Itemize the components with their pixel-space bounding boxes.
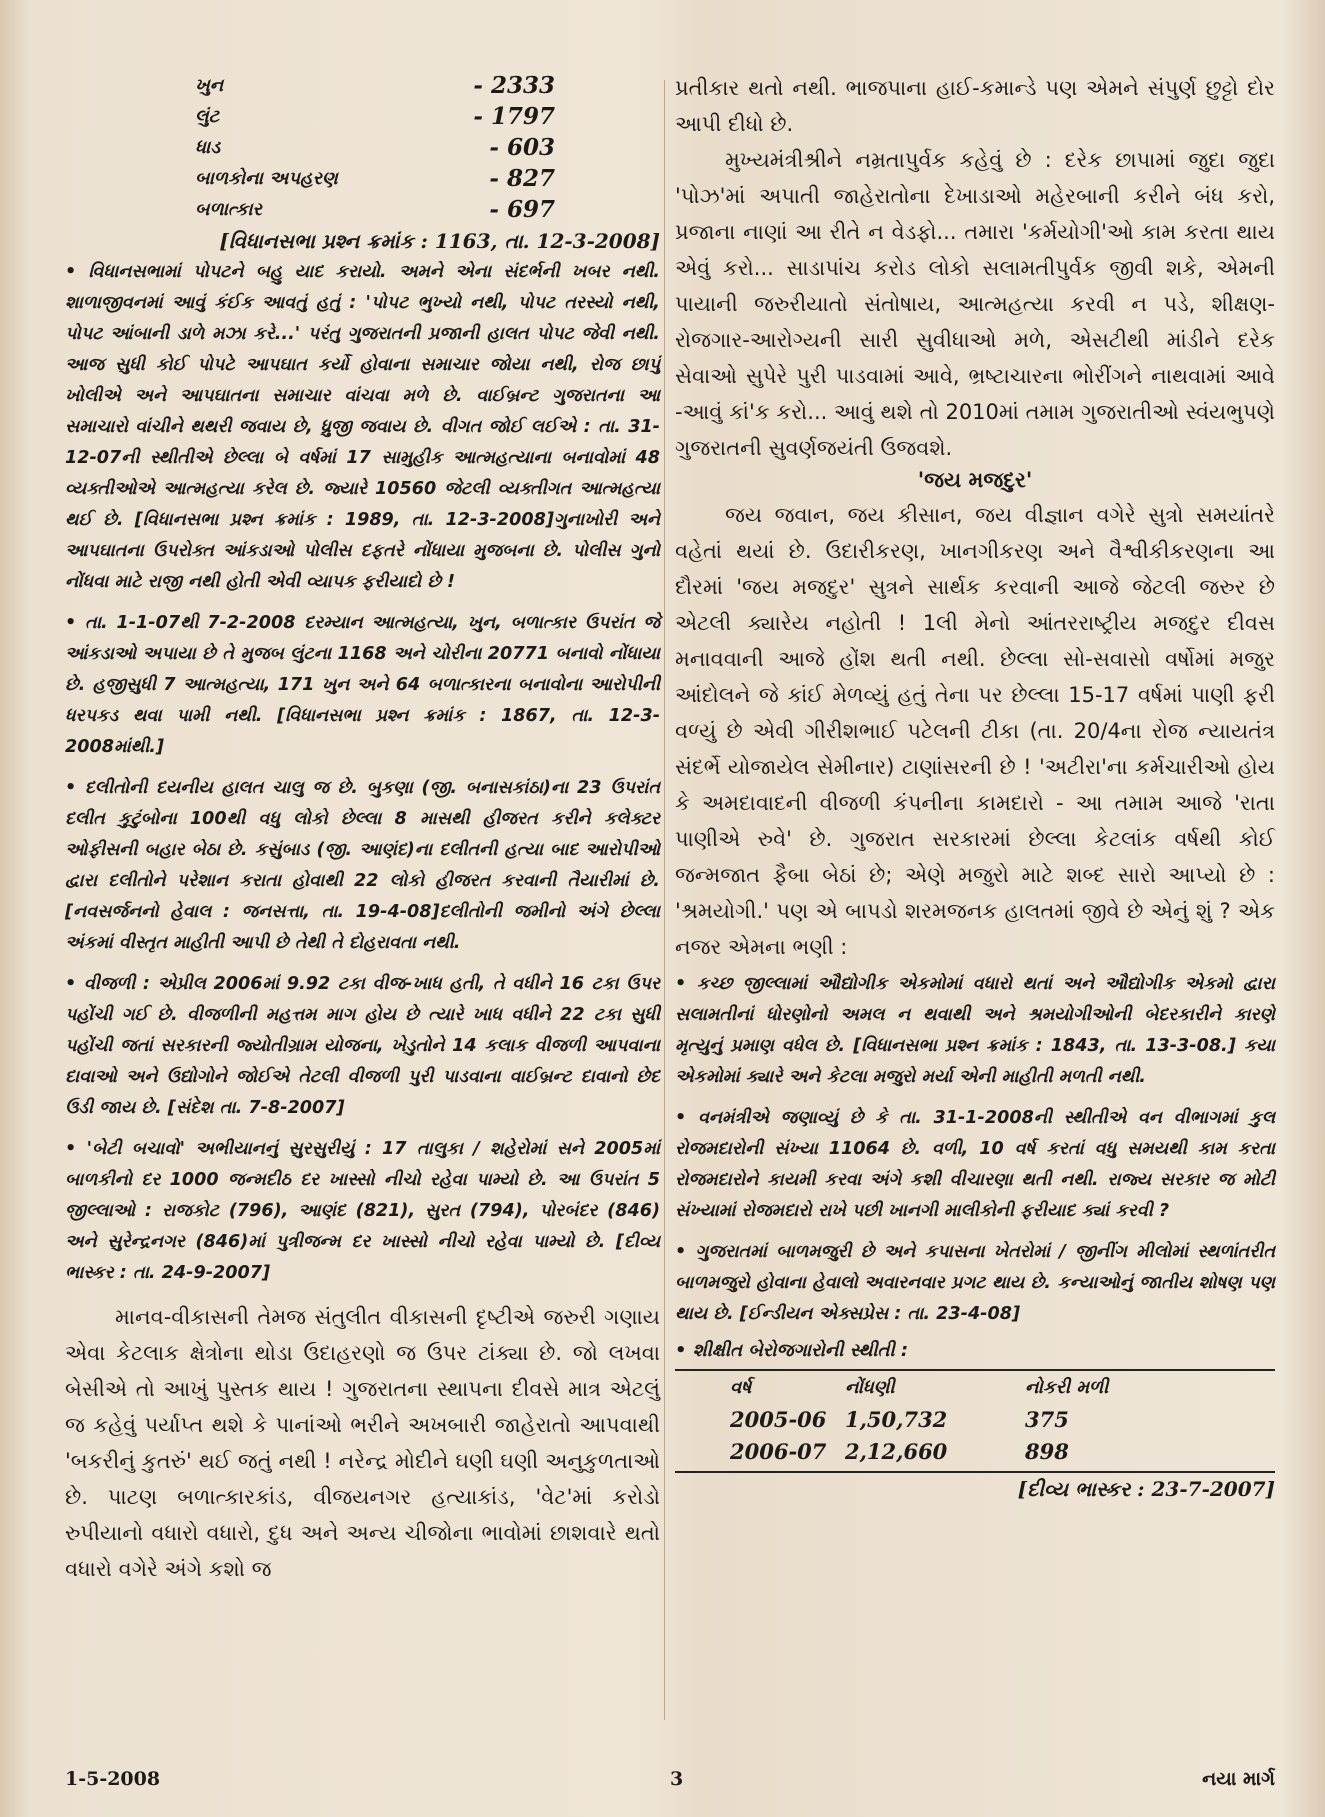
bullet-paragraph: • ગુજરાતમાં બાળમજુરી છે અને કપાસના ખેતરોમાં / જીનીંગ મીલોમાં સ્થળાંતરીત બાળમજુરો હોવાના હેવાલો અવારનવાર પ્રગટ થાય છે. કન્યાઓનું જાતીય શોષણ પણ થાય છે. [ઈન્ડીયન એક્સપ્રેસ : તા. 23-4-08] [675, 1242, 1275, 1324]
bullet-paragraph: • તા. 1-1-07થી 7-2-2008 દરમ્યાન આત્મહત્યા, ખુન, બળાત્કાર ઉપરાંત જે આંકડાઓ અપાયા છે તે મુજબ લુંટના 1168 અને ચોરીના 20771 બનાવો નોંધાયા છે. હજીસુધી 7 આત્મહત્યા, 171 ખુન અને 64 બળાત્કારના બનાવોના આરોપીની ધરપકડ થવા પામી નથી. [વિધાનસભા પ્રશ્ન ક્રમાંક : 1867, તા. 12-3-2008માંથી.] [65, 613, 660, 757]
stat-row [195, 101, 555, 132]
body-paragraph: પ્રતીકાર થતો નથી. ભાજપાના હાઈ-કમાન્ડે પણ એમને સંપુર્ણ છુટ્ટો દોર આપી દીધો છે. [675, 76, 1275, 136]
employment-table [675, 1369, 1275, 1473]
table-header-cell: નોંધણી [845, 1376, 895, 1398]
table-header-cell: નોકરી મળી [1025, 1376, 1109, 1398]
page-number: 3 [670, 1768, 684, 1790]
bullet-paragraph: • કચ્છ જીલ્લામાં ઔદ્યોગીક એકમોમાં વધારો થતાં અને ઔદ્યોગીક એકમો દ્વારા સલામતીનાં ધોરણોનો અમલ ન થવાથી અને શ્રમયોગીઓની બેદરકારીને કારણે મૃત્યુનું પ્રમાણ વધેલ છે. [વિધાનસભા પ્રશ્ન ક્રમાંક : 1843, તા. 13-3-08.] કયા એકમોમાં ક્યારે અને કેટલા મજુરો મર્યા એની માહીતી મળતી નથી. [675, 974, 1275, 1087]
bullet-paragraph: • વિધાનસભામાં પોપટને બહુ યાદ કરાયો. અમને એના સંદર્ભની ખબર નથી. શાળાજીવનમાં આવું કંઈક આવતું હતું : 'પોપટ ભુખ્યો નથી, પોપટ તરસ્યો નથી, પોપટ આંબાની ડાળે મઝા કરે...' પરંતુ ગુજરાતની પ્રજાની હાલત પોપટ જેવી નથી. આજ સુધી કોઈ પોપટે આપઘાત કર્યો હોવાના સમાચાર જોયા નથી, રોજ છાપું ખોલીએ અને આપઘાતના સમાચાર વાંચવા મળે છે. વાઈબ્રન્ટ ગુજરાતના આ સમાચારો વાંચીને થથરી જવાય છે, ધ્રુજી જવાય છે. વીગત જોઈ લઈએ : તા. 31-12-07ની સ્થીતીએ છેલ્લા બે વર્ષમાં 17 સામુહીક આત્મહત્યાના બનાવોમાં 48 વ્યક્તીઓએ આત્મહત્યા કરેલ છે. જ્યારે 10560 જેટલી વ્યક્તીગત આત્મહત્યા થઈ છે. [વિધાનસભા પ્રશ્ન ક્રમાંક : 1989, તા. 12-3-2008]ગુનાખોરી અને આપઘાતના ઉપરોક્ત આંકડાઓ પોલીસ દફતરે નોંધાયા મુજબના છે. પોલીસ ગુનો નોંધવા માટે રાજી નથી હોતી એવી વ્યાપક ફરીયાદો છે ! [65, 262, 660, 592]
issue-date: 1-5-2008 [65, 1768, 161, 1790]
employment-source: [દીવ્ય ભાસ્કર : 23-7-2007] [1017, 1477, 1275, 1501]
stat-row [195, 163, 555, 194]
table-bottom-rule [675, 1471, 1275, 1473]
table-cell: 898 [1025, 1438, 1069, 1464]
table-row [675, 1403, 1275, 1435]
page-footer [65, 1760, 1275, 1800]
section-heading: 'જય મજદુર' [917, 468, 1033, 492]
stat-value: - 827 [489, 165, 555, 192]
right-column [675, 70, 1275, 1505]
body-paragraph: જય જવાન, જય કીસાન, જય વીજ્ઞાન વગેરે સુત્રો સમયાંતરે વહેતાં થયાં છે. ઉદારીકરણ, ખાનગીકરણ અને વૈશ્વીકીકરણના આ દૌરમાં 'જય મજદુર' સુત્રને સાર્થક કરવાની આજે જેટલી જરુર છે એટલી ક્યારેય નહોતી ! 1લી મેનો આંતરરાષ્ટ્રીય મજદુર દીવસ મનાવવાની આજે હોંશ થતી નથી. છેલ્લા સો-સવાસો વર્ષોમાં મજુર આંદોલને જે કાંઈ મેળવ્યું હતું તેના પર છેલ્લા 15-17 વર્ષમાં પાણી ફરી વળ્યું છે એવી ગીરીશભાઈ પટેલની ટીકા (તા. 20/4ના રોજ ન્યાયતંત્ર સંદર્ભે યોજાયેલ સેમીનાર) ટાણાંસરની છે ! 'અટીરા'ના કર્મચારીઓ હોય કે અમદાવાદની વીજળી કંપનીના કામદારો - આ તમામ આજે 'રાતા પાણીએ રુવે' છે. ગુજરાત સરકારમાં છેલ્લા કેટલાંક વર્ષથી કોઈ જન્મજાત ફૈબા બેઠાં છે; એણે મજુરો માટે શબ્દ સારો આપ્યો છે : 'શ્રમયોગી.' પણ એ બાપડો શરમજનક હાલતમાં જીવે છે એનું શું ? એક નજર એમના ભણી : [675, 503, 1275, 959]
stat-value: - 697 [489, 196, 555, 223]
table-cell: 2006-07 [730, 1438, 827, 1464]
bullet-paragraph: • વીજળી : એપ્રીલ 2006માં 9.92 ટકા વીજ-ખાધ હતી, તે વધીને 16 ટકા ઉપર પહોંચી ગઈ છે. વીજળીની મહત્તમ માગ હોય છે ત્યારે ખાધ વધીને 22 ટકા સુધી પહોંચી જતાં સરકારની જ્યોતીગ્રામ યોજના, ખેડુતોને 14 કલાક વીજળી આપવાના દાવાઓ અને ઉદ્યોગોને જોઈએ તેટલી વીજળી પુરી પાડવાના વાઈબ્રન્ટ દાવાનો છેદ ઉડી જાય છે. [સંદેશ તા. 7-8-2007] [65, 974, 660, 1118]
table-cell: 2005-06 [730, 1406, 827, 1432]
stat-row [195, 194, 555, 225]
table-header-cell: વર્ષ [730, 1376, 752, 1398]
stats-source: [વિધાનસભા પ્રશ્ન ક્રમાંક : 1163, તા. 12-3-2008] [219, 229, 660, 253]
left-column [65, 70, 660, 1587]
table-cell: 2,12,660 [845, 1438, 948, 1464]
crime-stats-table [195, 70, 555, 225]
stat-label: લુંટ [195, 106, 220, 127]
stat-label: ખુન [195, 75, 224, 96]
stat-label: બળાત્કાર [195, 199, 262, 220]
bullet-paragraph: • 'બેટી બચાવો' અભીયાનનું સુરસુરીયું : 17 તાલુકા / શહેરોમાં સને 2005માં બાળકીનો દર 1000 જન્મદીઠ દર ખાસ્સો નીચો રહેવા પામ્યો છે. આ ઉપરાંત 5 જીલ્લાઓ : રાજકોટ (796), આણંદ (821), સુરત (794), પોરબંદર (846) અને સુરેન્દ્રનગર (846)માં પુત્રીજન્મ દર ખાસ્સો નીચો રહેવા પામ્યો છે. [દીવ્ય ભાસ્કર : તા. 24-9-2007] [65, 1139, 660, 1283]
column-divider [664, 80, 665, 1720]
employment-title: • શીક્ષીત બેરોજગારોની સ્થીતી : [675, 1340, 909, 1361]
table-cell: 1,50,732 [845, 1406, 948, 1432]
stat-value: - 1797 [473, 103, 555, 130]
stat-value: - 2333 [473, 72, 555, 99]
body-paragraph: મુખ્યમંત્રીશ્રીને નમ્રતાપુર્વક કહેવું છે : દરેક છાપામાં જુદા જુદા 'પોઝ'માં અપાતી જાહેરાતોના દેખાડાઓ મહેરબાની કરીને બંધ કરો, પ્રજાના નાણાં આ રીતે ન વેડફો... તમારા 'કર્મયોગી'ઓ કામ કરતા થાય એવું કરો... સાડાપાંચ કરોડ લોકો સલામતીપુર્વક જીવી શકે, એમની પાયાની જરુરીયાતો સંતોષાય, આત્મહત્યા કરવી ન પડે, શીક્ષણ-રોજગાર-આરોગ્યની સારી સુવીધાઓ મળે, એસટીથી માંડીને દરેક સેવાઓ સુપેરે પુરી પાડવામાં આવે, ભ્રષ્ટાચારના ભોરીંગને નાથવામાં આવે -આવું કાં'ક કરો... આવું થશે તો 2010માં તમામ ગુજરાતીઓ સ્વંયભુપણે ગુજરાતની સુવર્ણજયંતી ઉજવશે. [675, 148, 1275, 460]
table-header-row [675, 1371, 1275, 1403]
stat-row [195, 70, 555, 101]
publication-name: નયા માર્ગ [1202, 1768, 1275, 1790]
stat-label: ધાડ [195, 137, 221, 158]
stat-label: બાળકોના અપહરણ [195, 168, 338, 189]
table-cell: 375 [1025, 1406, 1069, 1432]
bullet-paragraph: • દલીતોની દયનીય હાલત ચાલુ જ છે. બુકણા (જી. બનાસકાંઠા)ના 23 ઉપરાંત દલીત કુટુંબોના 100થી વધુ લોકો છેલ્લા 8 માસથી હીજરત કરીને કલેક્ટર ઓફીસની બહાર બેઠા છે. કસુંબાડ (જી. આણંદ)ના દલીતની હત્યા બાદ આરોપીઓ દ્વારા દલીતોને પરેશાન કરાતા હોવાથી 22 લોકો હીજરત કરવાની તૈયારીમાં છે. [નવસર્જનનો હેવાલ : જનસત્તા, તા. 19-4-08]દલીતોની જમીનો અંગે છેલ્લા અંકમાં વીસ્તૃત માહીતી આપી છે તેથી તે દોહરાવતા નથી. [65, 778, 660, 953]
bullet-paragraph: • વનમંત્રીએ જણાવ્યું છે કે તા. 31-1-2008ની સ્થીતીએ વન વીભાગમાં કુલ રોજમદારોની સંખ્યા 11064 છે. વળી, 10 વર્ષ કરતાં વધુ સમયથી કામ કરતા રોજમદારોને કાયમી કરવા અંગે કશી વીચારણા થતી નથી. રાજ્ય સરકાર જ મોટી સંખ્યામાં રોજમદારો રાખે પછી ખાનગી માલીકોની ફરીયાદ ક્યાં કરવી ? [675, 1108, 1275, 1221]
body-paragraph: માનવ-વીકાસની તેમજ સંતુલીત વીકાસની દૃષ્ટીએ જરુરી ગણાય એવા કેટલાક ક્ષેત્રોના થોડા ઉદાહરણો જ ઉપર ટાંક્યા છે. જો લખવા બેસીએ તો આખું પુસ્તક થાય ! ગુજરાતના સ્થાપના દીવસે માત્ર એટલું જ કહેવું પર્યાપ્ત થશે કે પાનાંઓ ભરીને અખબારી જાહેરાતો આપવાથી 'બકરીનું કુતરું' થઈ જતું નથી ! નરેન્દ્ર મોદીને ઘણી ઘણી અનુકુળતાઓ છે. પાટણ બળાત્કારકાંડ, વીજયનગર હત્યાકાંડ, 'વેટ'માં કરોડો રુપીયાનો વધારો વધારો, દુધ અને અન્ય ચીજોના ભાવોમાં છાશવારે થતો વધારો વગેરે અંગે કશો જ [65, 1305, 660, 1581]
stat-row [195, 132, 555, 163]
stat-value: - 603 [489, 134, 555, 161]
table-row [675, 1435, 1275, 1467]
